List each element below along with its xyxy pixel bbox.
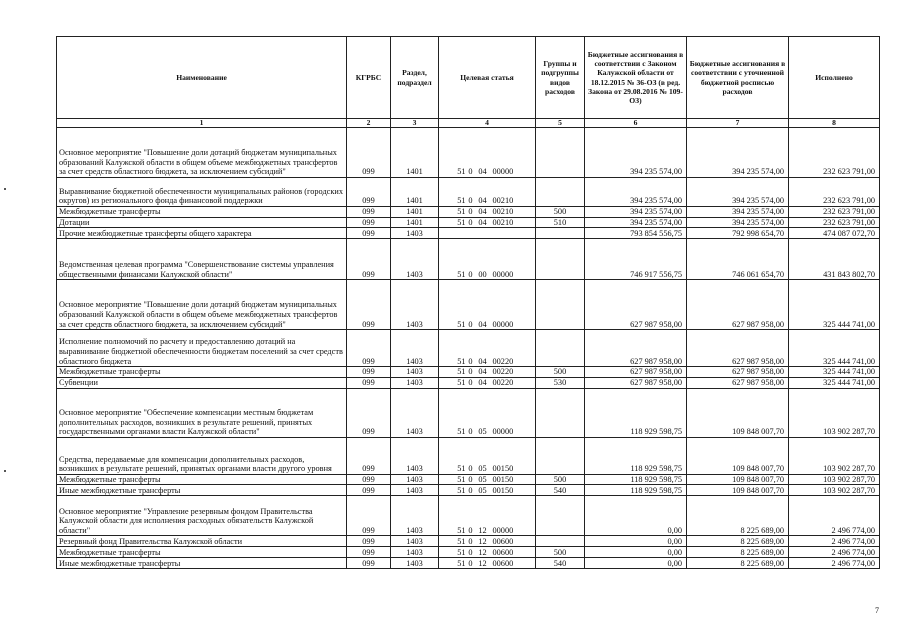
row-group — [536, 330, 585, 367]
target-event: 04 — [478, 167, 487, 177]
row-executed-amount: 431 843 802,70 — [789, 239, 880, 280]
column-number-row — [57, 119, 880, 128]
scan-mark — [4, 188, 6, 190]
row-law-amount: 793 854 556,75 — [585, 228, 687, 239]
row-kgrbs: 099 — [347, 330, 391, 367]
table-row — [57, 536, 880, 547]
table-row — [57, 128, 880, 178]
target-program: 51 — [457, 269, 466, 279]
row-name: Ведомственная целевая программа "Совершенствование системы управления общественными финансами Калужской области" — [57, 239, 347, 280]
target-program: 51 — [457, 356, 466, 366]
budget-document — [56, 36, 879, 569]
header-executed: Исполнено — [789, 37, 880, 119]
target-program: 51 — [457, 485, 466, 495]
target-event: 04 — [478, 217, 487, 227]
target-program: 51 — [457, 367, 466, 377]
table-row — [57, 239, 880, 280]
target-event: 05 — [478, 427, 487, 437]
target-subprogram: 0 — [468, 547, 473, 557]
target-direction: 00000 — [492, 269, 514, 279]
row-law-amount: 394 235 574,00 — [585, 217, 687, 228]
target-event: 12 — [478, 558, 487, 568]
row-kgrbs: 099 — [347, 437, 391, 474]
row-target — [439, 367, 536, 378]
target-direction: 00210 — [492, 207, 514, 216]
column-number: 6 — [585, 119, 687, 128]
target-event: 04 — [478, 207, 487, 216]
row-executed-amount: 474 087 072,70 — [789, 228, 880, 239]
row-executed-amount: 232 623 791,00 — [789, 128, 880, 178]
row-executed-amount: 103 902 287,70 — [789, 474, 880, 485]
target-direction: 00600 — [492, 536, 514, 546]
column-number: 8 — [789, 119, 880, 128]
row-group: 500 — [536, 207, 585, 218]
target-event: 04 — [478, 196, 487, 206]
row-executed-amount: 232 623 791,00 — [789, 217, 880, 228]
row-target — [439, 474, 536, 485]
target-program: 51 — [457, 464, 466, 474]
row-budget-amount: 8 225 689,00 — [687, 547, 789, 558]
row-group: 530 — [536, 377, 585, 388]
row-group — [536, 437, 585, 474]
target-event: 00 — [478, 269, 487, 279]
target-subprogram: 0 — [468, 464, 473, 474]
row-kgrbs: 099 — [347, 377, 391, 388]
row-kgrbs: 099 — [347, 536, 391, 547]
header-name: Наименование — [57, 37, 347, 119]
column-number: 5 — [536, 119, 585, 128]
row-name: Субвенции — [57, 377, 347, 388]
target-event: 05 — [478, 474, 487, 484]
row-executed-amount: 325 444 741,00 — [789, 367, 880, 378]
row-kgrbs: 099 — [347, 178, 391, 207]
row-target — [439, 536, 536, 547]
row-group — [536, 388, 585, 437]
target-program: 51 — [457, 474, 466, 484]
row-section: 1403 — [391, 377, 439, 388]
target-direction: 00220 — [492, 356, 514, 366]
row-law-amount: 0,00 — [585, 536, 687, 547]
row-target — [439, 558, 536, 569]
header-budget: Бюджетные ассигнования в соответствии с уточненной бюджетной росписью расходов — [687, 37, 789, 119]
row-kgrbs: 099 — [347, 558, 391, 569]
row-target — [439, 128, 536, 178]
target-event: 04 — [478, 319, 487, 329]
row-law-amount: 0,00 — [585, 558, 687, 569]
row-kgrbs: 099 — [347, 388, 391, 437]
target-direction: 00000 — [492, 427, 514, 437]
row-target — [439, 437, 536, 474]
row-section: 1403 — [391, 536, 439, 547]
row-target — [439, 496, 536, 536]
row-target — [439, 280, 536, 330]
row-law-amount: 746 917 556,75 — [585, 239, 687, 280]
row-section: 1403 — [391, 228, 439, 239]
target-direction: 00220 — [492, 367, 514, 377]
target-direction: 00000 — [492, 167, 514, 177]
row-kgrbs: 099 — [347, 128, 391, 178]
row-executed-amount: 103 902 287,70 — [789, 388, 880, 437]
row-kgrbs: 099 — [347, 228, 391, 239]
target-event: 05 — [478, 464, 487, 474]
row-law-amount: 627 987 958,00 — [585, 367, 687, 378]
row-law-amount: 0,00 — [585, 547, 687, 558]
row-section: 1403 — [391, 330, 439, 367]
header-section: Раздел, подраздел — [391, 37, 439, 119]
row-target — [439, 388, 536, 437]
row-target — [439, 485, 536, 496]
row-target — [439, 330, 536, 367]
row-budget-amount: 627 987 958,00 — [687, 280, 789, 330]
row-section: 1403 — [391, 474, 439, 485]
row-kgrbs: 099 — [347, 496, 391, 536]
row-budget-amount: 627 987 958,00 — [687, 330, 789, 367]
table-row — [57, 558, 880, 569]
row-target — [439, 377, 536, 388]
target-program: 51 — [457, 536, 466, 546]
target-program: 51 — [457, 547, 466, 557]
row-target — [439, 547, 536, 558]
table-row — [57, 474, 880, 485]
target-program: 51 — [457, 217, 466, 227]
target-subprogram: 0 — [468, 525, 473, 535]
row-name: Прочие межбюджетные трансферты общего характера — [57, 228, 347, 239]
row-name: Выравнивание бюджетной обеспеченности муниципальных районов (городских округов) из регионального фонда финансовой поддержки — [57, 178, 347, 207]
row-name: Иные межбюджетные трансферты — [57, 558, 347, 569]
row-section: 1403 — [391, 437, 439, 474]
row-group: 500 — [536, 547, 585, 558]
row-budget-amount: 8 225 689,00 — [687, 558, 789, 569]
row-section: 1403 — [391, 388, 439, 437]
target-event: 05 — [478, 485, 487, 495]
row-target — [439, 228, 536, 239]
target-event: 04 — [478, 378, 487, 388]
target-direction: 00600 — [492, 547, 514, 557]
row-executed-amount: 2 496 774,00 — [789, 536, 880, 547]
target-subprogram: 0 — [468, 427, 473, 437]
row-kgrbs: 099 — [347, 280, 391, 330]
target-program: 51 — [457, 378, 466, 388]
row-section: 1403 — [391, 485, 439, 496]
header-law: Бюджетные ассигнования в соответствии с Законом Калужской области от 18.12.2015 № 36-ОЗ (в ред. Закона от 29.08.2016 № 109-ОЗ) — [585, 37, 687, 119]
row-name: Иные межбюджетные трансферты — [57, 485, 347, 496]
header-row — [57, 37, 880, 119]
table-row — [57, 330, 880, 367]
target-direction: 00210 — [492, 196, 514, 206]
row-name: Средства, передаваемые для компенсации дополнительных расходов, возникших в результате решений, принятых органами власти другого уровня — [57, 437, 347, 474]
row-section: 1401 — [391, 178, 439, 207]
table-row — [57, 485, 880, 496]
row-law-amount: 118 929 598,75 — [585, 474, 687, 485]
column-number: 2 — [347, 119, 391, 128]
table-body — [57, 128, 880, 569]
target-direction: 00000 — [492, 319, 514, 329]
row-group — [536, 178, 585, 207]
header-group: Группы и подгруппы видов расходов — [536, 37, 585, 119]
table-row — [57, 437, 880, 474]
target-subprogram: 0 — [468, 196, 473, 206]
target-subprogram: 0 — [468, 485, 473, 495]
row-budget-amount: 109 848 007,70 — [687, 437, 789, 474]
row-target — [439, 217, 536, 228]
target-subprogram: 0 — [468, 356, 473, 366]
target-event: 04 — [478, 356, 487, 366]
row-group — [536, 239, 585, 280]
row-section: 1403 — [391, 367, 439, 378]
target-event: 12 — [478, 525, 487, 535]
row-target — [439, 207, 536, 218]
row-name: Межбюджетные трансферты — [57, 547, 347, 558]
row-kgrbs: 099 — [347, 207, 391, 218]
target-subprogram: 0 — [468, 474, 473, 484]
row-budget-amount: 394 235 574,00 — [687, 217, 789, 228]
row-section: 1403 — [391, 558, 439, 569]
row-budget-amount: 627 987 958,00 — [687, 377, 789, 388]
table-row — [57, 367, 880, 378]
row-budget-amount: 109 848 007,70 — [687, 474, 789, 485]
target-subprogram: 0 — [468, 367, 473, 377]
column-number: 3 — [391, 119, 439, 128]
row-law-amount: 394 235 574,00 — [585, 128, 687, 178]
table-row — [57, 280, 880, 330]
row-group: 500 — [536, 367, 585, 378]
row-law-amount: 118 929 598,75 — [585, 388, 687, 437]
row-budget-amount: 394 235 574,00 — [687, 178, 789, 207]
row-kgrbs: 099 — [347, 239, 391, 280]
row-name: Межбюджетные трансферты — [57, 207, 347, 218]
row-section: 1403 — [391, 547, 439, 558]
column-number: 1 — [57, 119, 347, 128]
row-law-amount: 0,00 — [585, 496, 687, 536]
target-subprogram: 0 — [468, 536, 473, 546]
row-group — [536, 228, 585, 239]
target-program: 51 — [457, 207, 466, 216]
row-name: Основное мероприятие "Повышение доли дотаций бюджетам муниципальных образований Калужской области в общем объеме межбюджетных трансфертов за счет средств областного бюджета, за исключением субсидий" — [57, 128, 347, 178]
row-group: 510 — [536, 217, 585, 228]
row-executed-amount: 232 623 791,00 — [789, 207, 880, 218]
scan-mark — [4, 470, 6, 472]
row-name: Межбюджетные трансферты — [57, 367, 347, 378]
target-direction: 00220 — [492, 378, 514, 388]
row-kgrbs: 099 — [347, 547, 391, 558]
row-budget-amount: 394 235 574,00 — [687, 207, 789, 218]
row-name: Резервный фонд Правительства Калужской области — [57, 536, 347, 547]
row-group — [536, 496, 585, 536]
row-executed-amount: 2 496 774,00 — [789, 547, 880, 558]
row-law-amount: 394 235 574,00 — [585, 207, 687, 218]
row-kgrbs: 099 — [347, 367, 391, 378]
row-budget-amount: 109 848 007,70 — [687, 388, 789, 437]
row-name: Межбюджетные трансферты — [57, 474, 347, 485]
table-row — [57, 547, 880, 558]
row-group: 540 — [536, 558, 585, 569]
table-row — [57, 178, 880, 207]
table-row — [57, 207, 880, 218]
row-target — [439, 178, 536, 207]
row-budget-amount: 8 225 689,00 — [687, 536, 789, 547]
target-program: 51 — [457, 167, 466, 177]
table-row — [57, 217, 880, 228]
row-budget-amount: 109 848 007,70 — [687, 485, 789, 496]
row-section: 1401 — [391, 207, 439, 218]
row-executed-amount: 103 902 287,70 — [789, 485, 880, 496]
target-subprogram: 0 — [468, 319, 473, 329]
target-program: 51 — [457, 196, 466, 206]
target-event: 12 — [478, 547, 487, 557]
target-subprogram: 0 — [468, 378, 473, 388]
page-number: 7 — [875, 606, 879, 615]
row-executed-amount: 325 444 741,00 — [789, 280, 880, 330]
row-executed-amount: 103 902 287,70 — [789, 437, 880, 474]
target-direction: 00210 — [492, 217, 514, 227]
target-event: 12 — [478, 536, 487, 546]
target-event: 04 — [478, 367, 487, 377]
row-law-amount: 627 987 958,00 — [585, 280, 687, 330]
table-row — [57, 388, 880, 437]
row-name: Основное мероприятие "Управление резервным фондом Правительства Калужской области для исполнения расходных обязательств Калужской области" — [57, 496, 347, 536]
target-program: 51 — [457, 558, 466, 568]
row-name: Основное мероприятие "Обеспечение компенсации местным бюджетам дополнительных расходов, возникших в результате решений, принятых государственными органами власти Калужской области" — [57, 388, 347, 437]
target-subprogram: 0 — [468, 269, 473, 279]
row-budget-amount: 746 061 654,70 — [687, 239, 789, 280]
column-number: 4 — [439, 119, 536, 128]
target-subprogram: 0 — [468, 167, 473, 177]
budget-table — [56, 36, 880, 569]
row-budget-amount: 394 235 574,00 — [687, 128, 789, 178]
row-name: Основное мероприятие "Повышение доли дотаций бюджетам муниципальных образований Калужской области в общем объеме межбюджетных трансфертов за счет средств областного бюджета, за исключением субсидий" — [57, 280, 347, 330]
target-subprogram: 0 — [468, 558, 473, 568]
table-row — [57, 377, 880, 388]
target-subprogram: 0 — [468, 207, 473, 216]
row-executed-amount: 232 623 791,00 — [789, 178, 880, 207]
target-program: 51 — [457, 427, 466, 437]
target-program: 51 — [457, 319, 466, 329]
row-kgrbs: 099 — [347, 485, 391, 496]
row-group — [536, 280, 585, 330]
header-kgrbs: КГРБС — [347, 37, 391, 119]
row-section: 1403 — [391, 239, 439, 280]
target-direction: 00600 — [492, 558, 514, 568]
row-law-amount: 627 987 958,00 — [585, 377, 687, 388]
row-kgrbs: 099 — [347, 217, 391, 228]
target-subprogram: 0 — [468, 217, 473, 227]
row-section: 1403 — [391, 280, 439, 330]
row-law-amount: 627 987 958,00 — [585, 330, 687, 367]
row-budget-amount: 627 987 958,00 — [687, 367, 789, 378]
row-group: 500 — [536, 474, 585, 485]
row-target — [439, 239, 536, 280]
row-executed-amount: 2 496 774,00 — [789, 496, 880, 536]
row-kgrbs: 099 — [347, 474, 391, 485]
row-section: 1401 — [391, 128, 439, 178]
row-group: 540 — [536, 485, 585, 496]
row-executed-amount: 2 496 774,00 — [789, 558, 880, 569]
row-group — [536, 128, 585, 178]
row-name: Исполнение полномочий по расчету и предоставлению дотаций на выравнивание бюджетной обеспеченности бюджетам поселений за счет средств областного бюджета — [57, 330, 347, 367]
target-direction: 00000 — [492, 525, 514, 535]
row-section: 1403 — [391, 496, 439, 536]
target-direction: 00150 — [492, 474, 514, 484]
target-direction: 00150 — [492, 464, 514, 474]
row-budget-amount: 792 998 654,70 — [687, 228, 789, 239]
row-law-amount: 118 929 598,75 — [585, 437, 687, 474]
row-group — [536, 536, 585, 547]
column-number: 7 — [687, 119, 789, 128]
row-name: Дотации — [57, 217, 347, 228]
row-budget-amount: 8 225 689,00 — [687, 496, 789, 536]
row-executed-amount: 325 444 741,00 — [789, 377, 880, 388]
row-law-amount: 394 235 574,00 — [585, 178, 687, 207]
target-direction: 00150 — [492, 485, 514, 495]
table-row — [57, 228, 880, 239]
row-executed-amount: 325 444 741,00 — [789, 330, 880, 367]
target-program: 51 — [457, 525, 466, 535]
row-section: 1401 — [391, 217, 439, 228]
header-target: Целевая статья — [439, 37, 536, 119]
row-law-amount: 118 929 598,75 — [585, 485, 687, 496]
table-row — [57, 496, 880, 536]
